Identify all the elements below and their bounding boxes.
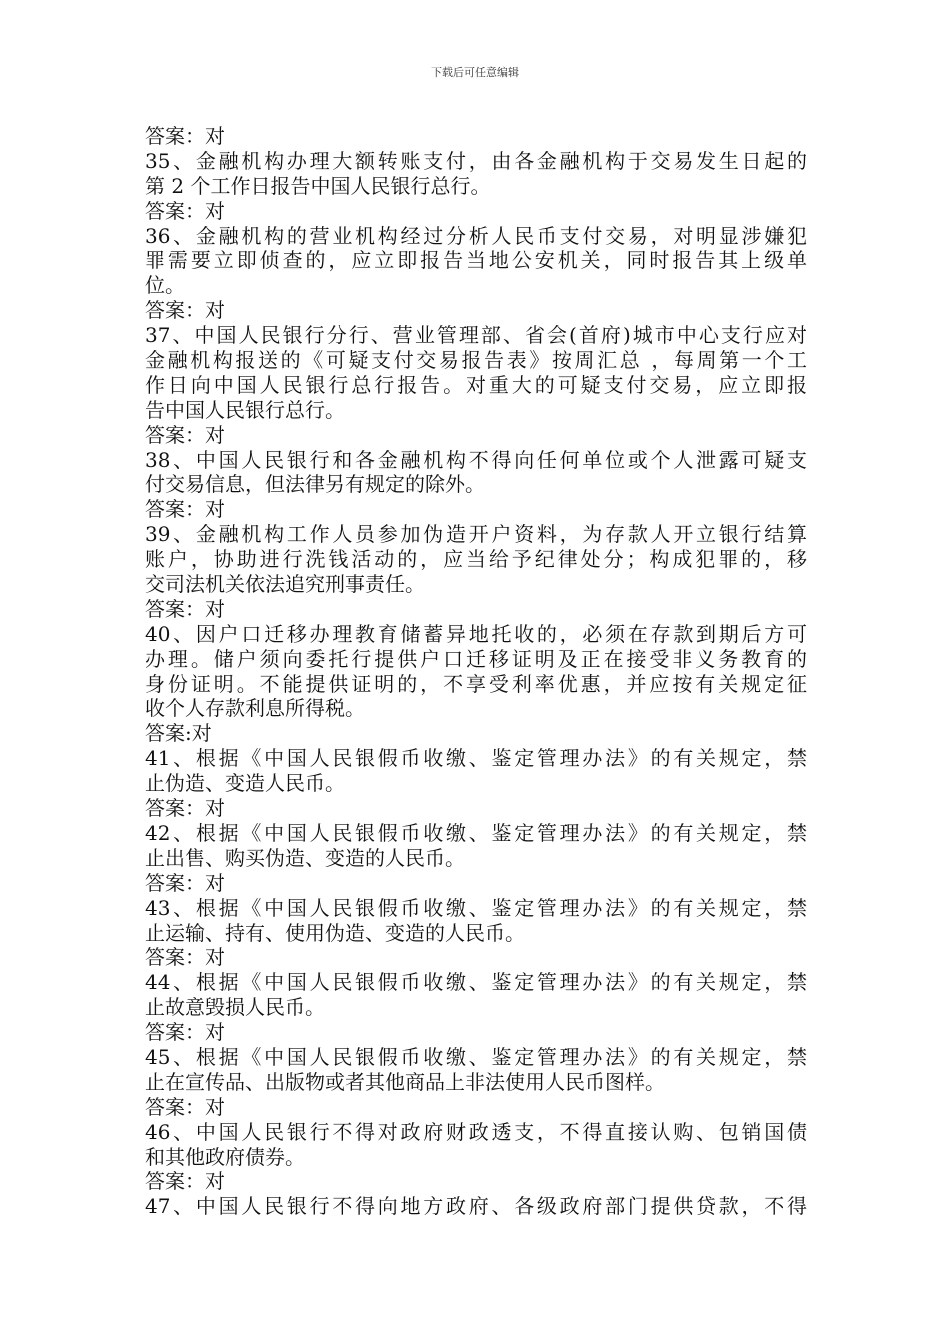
text-line: 45、根据《中国人民银假币收缴、鉴定管理办法》的有关规定，禁 [145,1044,807,1069]
text-line: 答案：对 [145,497,225,522]
text-line: 答案：对 [145,124,225,148]
text-line: 答案：对 [145,198,225,223]
text-line: 交司法机关依法追究刑事责任。 [145,572,425,597]
text-line: 36、金融机构的营业机构经过分析人民币支付交易，对明显涉嫌犯 [145,223,807,248]
text-line: 答案:对 [145,721,212,746]
text-line: 47、中国人民银行不得向地方政府、各级政府部门提供贷款，不得 [145,1194,807,1219]
text-line: 答案：对 [145,1094,225,1119]
text-line: 46、中国人民银行不得对政府财政透支，不得直接认购、包销国债 [145,1119,807,1144]
text-line: 答案：对 [145,870,225,895]
text-line: 金融机构报送的《可疑支付交易报告表》按周汇总 ，每周第一个工 [145,348,807,373]
text-line: 第 2 个工作日报告中国人民银行总行。 [145,173,491,198]
text-line: 身份证明。不能提供证明的，不享受利率优惠，并应按有关规定征 [145,671,807,696]
document-body [145,124,807,1219]
text-line: 35、金融机构办理大额转账支付，由各金融机构于交易发生日起的 [145,148,807,173]
text-line: 37、中国人民银行分行、营业管理部、省会(首府)城市中心支行应对 [145,323,807,348]
text-line: 40、因户口迁移办理教育储蓄异地托收的，必须在存款到期后方可 [145,621,807,646]
text-line: 办理。储户须向委托行提供户口迁移证明及正在接受非义务教育的 [145,646,807,671]
text-line: 和其他政府债券。 [145,1144,305,1169]
text-line: 付交易信息，但法律另有规定的除外。 [145,472,485,497]
text-line: 告中国人民银行总行。 [145,397,345,422]
text-line: 答案：对 [145,1169,225,1194]
text-line: 39、金融机构工作人员参加伪造开户资料，为存款人开立银行结算 [145,522,807,547]
text-line: 答案：对 [145,596,225,621]
text-line: 44、根据《中国人民银假币收缴、鉴定管理办法》的有关规定，禁 [145,970,807,995]
text-line: 答案：对 [145,1020,225,1045]
text-line: 罪需要立即侦查的，应立即报告当地公安机关，同时报告其上级单 [145,248,807,273]
text-line: 止在宣传品、出版物或者其他商品上非法使用人民币图样。 [145,1069,665,1094]
text-line: 止出售、购买伪造、变造的人民币。 [145,845,465,870]
text-line: 41、根据《中国人民银假币收缴、鉴定管理办法》的有关规定，禁 [145,746,807,771]
text-line: 止伪造、变造人民币。 [145,771,345,796]
text-line: 收个人存款利息所得税。 [145,696,365,721]
text-line: 答案：对 [145,422,225,447]
text-line: 答案：对 [145,298,225,323]
text-line: 位。 [145,273,185,298]
text-line: 42、根据《中国人民银假币收缴、鉴定管理办法》的有关规定，禁 [145,820,807,845]
text-line: 38、中国人民银行和各金融机构不得向任何单位或个人泄露可疑支 [145,447,807,472]
text-line: 止运输、持有、使用伪造、变造的人民币。 [145,920,525,945]
page-header: 下载后可任意编辑 [431,66,519,79]
text-line: 作日向中国人民银行总行报告。对重大的可疑支付交易，应立即报 [145,372,807,397]
text-line: 答案：对 [145,796,225,821]
text-line: 止故意毁损人民币。 [145,995,325,1020]
text-line: 账户，协助进行洗钱活动的，应当给予纪律处分；构成犯罪的，移 [145,547,807,572]
text-line: 43、根据《中国人民银假币收缴、鉴定管理办法》的有关规定，禁 [145,895,807,920]
text-line: 答案：对 [145,945,225,970]
